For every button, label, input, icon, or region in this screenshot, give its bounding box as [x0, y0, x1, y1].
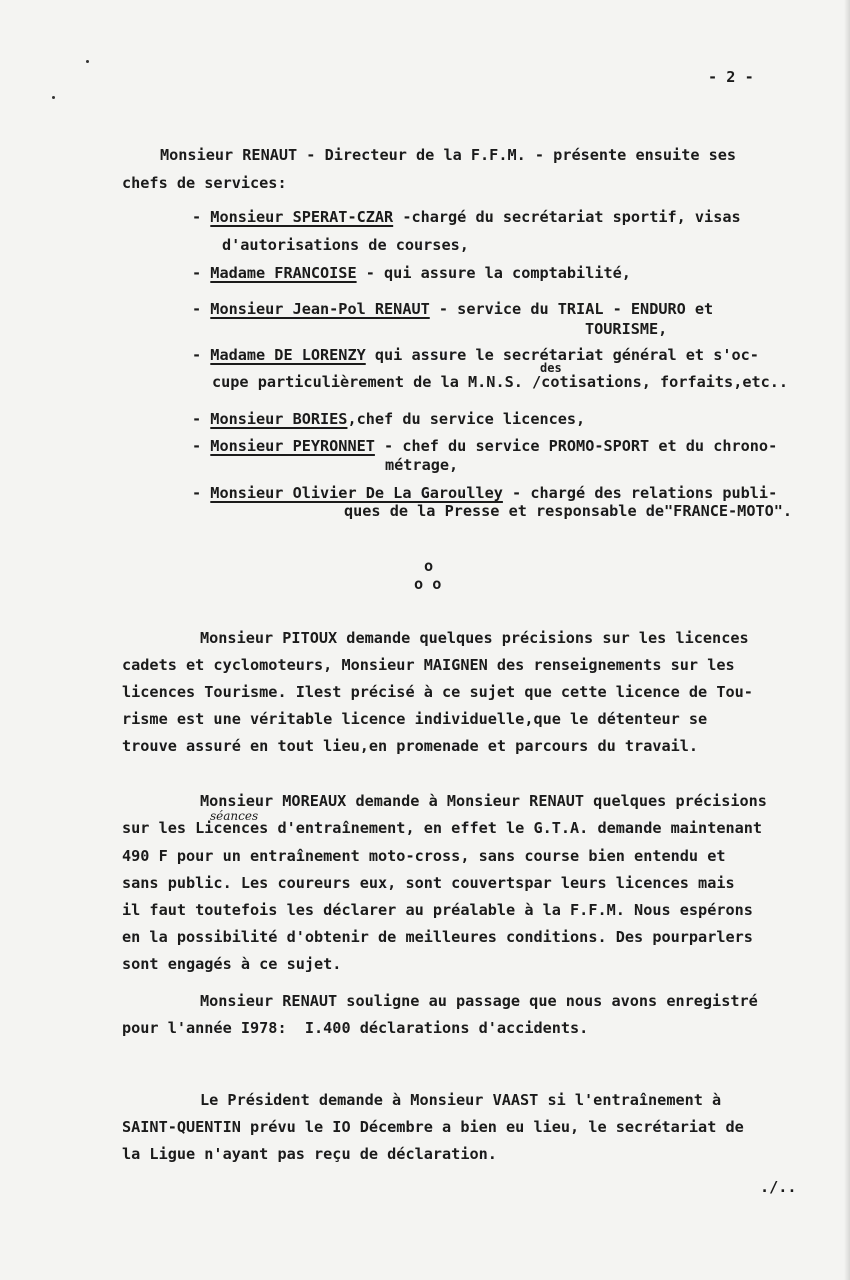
service-item — [192, 208, 741, 226]
service-description: - chef du service PROMO-SPORT et du chrono- — [374, 437, 778, 455]
paragraph-line: 490 F pour un entraînement moto-cross, sans course bien entendu et — [122, 847, 726, 865]
handwritten-correction: séances — [210, 809, 259, 823]
service-item — [192, 346, 759, 364]
paragraph-line: il faut toutefois les déclarer au préalable à la F.F.M. Nous espérons — [122, 901, 753, 919]
service-dash: - — [192, 300, 211, 318]
paper-speck — [52, 96, 55, 99]
paragraph-line: sans public. Les coureurs eux, sont couvertspar leurs licences mais — [122, 874, 735, 892]
service-continuation: d'autorisations de courses, — [222, 236, 469, 254]
service-person-name: Monsieur Olivier De La Garoulley — [210, 484, 503, 502]
service-item — [192, 300, 713, 318]
service-dash: - — [192, 264, 211, 282]
service-person-name: Monsieur SPERAT-CZAR — [210, 208, 394, 226]
paragraph-line: sur les Licences d'entraînement, en effet le G.T.A. demande maintenant — [122, 819, 763, 837]
paragraph-line: Monsieur RENAUT souligne au passage que nous avons enregistré — [200, 992, 758, 1010]
service-item — [192, 410, 585, 428]
service-person-name: Monsieur BORIES — [210, 410, 348, 428]
service-person-name: Monsieur Jean-Pol RENAUT — [210, 300, 430, 318]
service-description: qui assure le secrétariat général et s'oc- — [365, 346, 759, 364]
separator-top: o — [424, 557, 434, 575]
paragraph-line: risme est une véritable licence individuelle,que le détenteur se — [122, 710, 708, 728]
separator-bottom: o o — [414, 575, 442, 593]
service-dash: - — [192, 410, 211, 428]
typed-insertion: des — [540, 361, 562, 375]
paper-edge-shadow — [844, 0, 850, 1280]
paragraph-line: SAINT-QUENTIN prévu le IO Décembre a bien eu lieu, le secrétariat de — [122, 1118, 744, 1136]
paragraph-line: licences Tourisme. Ilest précisé à ce sujet que cette licence de Tou- — [122, 683, 753, 701]
service-person-name: Monsieur PEYRONNET — [210, 437, 375, 455]
paragraph-line: trouve assuré en tout lieu,en promenade et parcours du travail. — [122, 737, 699, 755]
paragraph-line: sont engagés à ce sujet. — [122, 955, 342, 973]
service-continuation: ques de la Presse et responsable de"FRANCE-MOTO". — [344, 502, 793, 520]
paragraph-line: la Ligue n'ayant pas reçu de déclaration. — [122, 1145, 497, 1163]
paragraph-line: Monsieur PITOUX demande quelques précisions sur les licences — [200, 629, 749, 647]
service-description: ,chef du service licences, — [347, 410, 586, 428]
service-description: - chargé des relations publi- — [502, 484, 778, 502]
service-continuation: cupe particulièrement de la M.N.S. /cotisations, forfaits,etc.. — [212, 373, 789, 391]
service-description: - qui assure la comptabilité, — [356, 264, 631, 282]
service-person-name: Madame FRANCOISE — [210, 264, 357, 282]
service-dash: - — [192, 484, 211, 502]
service-description: -chargé du secrétariat sportif, visas — [393, 208, 741, 226]
service-continuation: TOURISME, — [585, 320, 668, 338]
intro-line-2: chefs de services: — [122, 174, 287, 192]
service-dash: - — [192, 437, 211, 455]
paper-speck — [86, 60, 89, 63]
service-continuation: métrage, — [385, 456, 459, 474]
intro-line-1: Monsieur RENAUT - Directeur de la F.F.M. - présente ensuite ses — [160, 146, 737, 164]
page-number: - 2 - — [708, 68, 754, 86]
service-person-name: Madame DE LORENZY — [210, 346, 366, 364]
service-dash: - — [192, 208, 211, 226]
paragraph-line: Le Président demande à Monsieur VAAST si l'entraînement à — [200, 1091, 722, 1109]
service-item — [192, 264, 631, 282]
paragraph-line: pour l'année I978: I.400 déclarations d'accidents. — [122, 1019, 589, 1037]
service-dash: - — [192, 346, 211, 364]
service-item — [192, 437, 777, 455]
service-item — [192, 484, 777, 502]
continuation-mark: ./.. — [760, 1178, 797, 1196]
paragraph-line: cadets et cyclomoteurs, Monsieur MAIGNEN des renseignements sur les — [122, 656, 735, 674]
paragraph-line: en la possibilité d'obtenir de meilleures conditions. Des pourparlers — [122, 928, 753, 946]
service-description: - service du TRIAL - ENDURO et — [429, 300, 714, 318]
paragraph-line: Monsieur MOREAUX demande à Monsieur RENAUT quelques précisions — [200, 792, 767, 810]
